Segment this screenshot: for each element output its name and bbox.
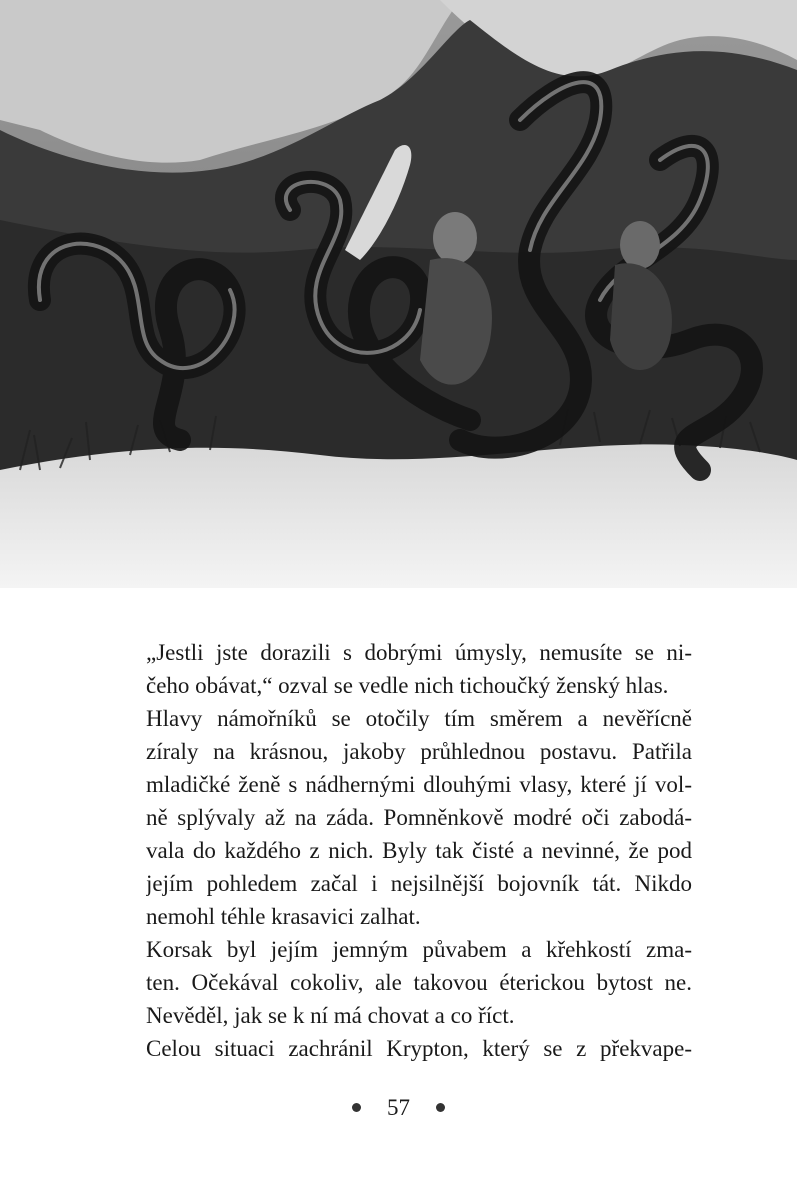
serpents-attacking-figures-illustration xyxy=(0,0,797,588)
text-line: „Jestli jste dorazili s dobrými úmysly, nemusíte se ni- xyxy=(146,640,692,665)
chapter-illustration xyxy=(0,0,797,588)
paragraph xyxy=(146,702,692,933)
text-line: nemohl téhle krasavici zalhat. xyxy=(146,904,421,929)
text-line: Celou situaci zachránil Krypton, který se z překvape- xyxy=(146,1036,692,1061)
text-line: mladičké ženě s nádhernými dlouhými vlasy, které jí vol- xyxy=(146,772,692,797)
text-line: čeho obávat,“ ozval se vedle nich tichoučký ženský hlas. xyxy=(146,673,669,698)
text-line: zíraly na krásnou, jakoby průhlednou postavu. Patřila xyxy=(146,739,692,764)
text-line: ten. Očekával cokoliv, ale takovou éterickou bytost ne. xyxy=(146,970,692,995)
text-line: Korsak byl jejím jemným půvabem a křehkostí zma- xyxy=(146,937,692,962)
page-footer xyxy=(0,1093,797,1123)
paragraph xyxy=(146,636,692,702)
bullet-ornament-icon xyxy=(436,1103,445,1112)
text-line: Nevěděl, jak se k ní má chovat a co říct. xyxy=(146,1003,515,1028)
text-line: ně splývaly až na záda. Pomněnkově modré oči zabodá- xyxy=(146,805,692,830)
text-line: jejím pohledem začal i nejsilnější bojovník tát. Nikdo xyxy=(146,871,692,896)
text-line: vala do každého z nich. Byly tak čisté a nevinné, že pod xyxy=(146,838,692,863)
bullet-ornament-icon xyxy=(352,1103,361,1112)
body-text xyxy=(146,636,692,1065)
paragraph xyxy=(146,1032,692,1065)
text-line: Hlavy námořníků se otočily tím směrem a nevěřícně xyxy=(146,706,692,731)
page-number: 57 xyxy=(387,1095,410,1120)
paragraph xyxy=(146,933,692,1032)
